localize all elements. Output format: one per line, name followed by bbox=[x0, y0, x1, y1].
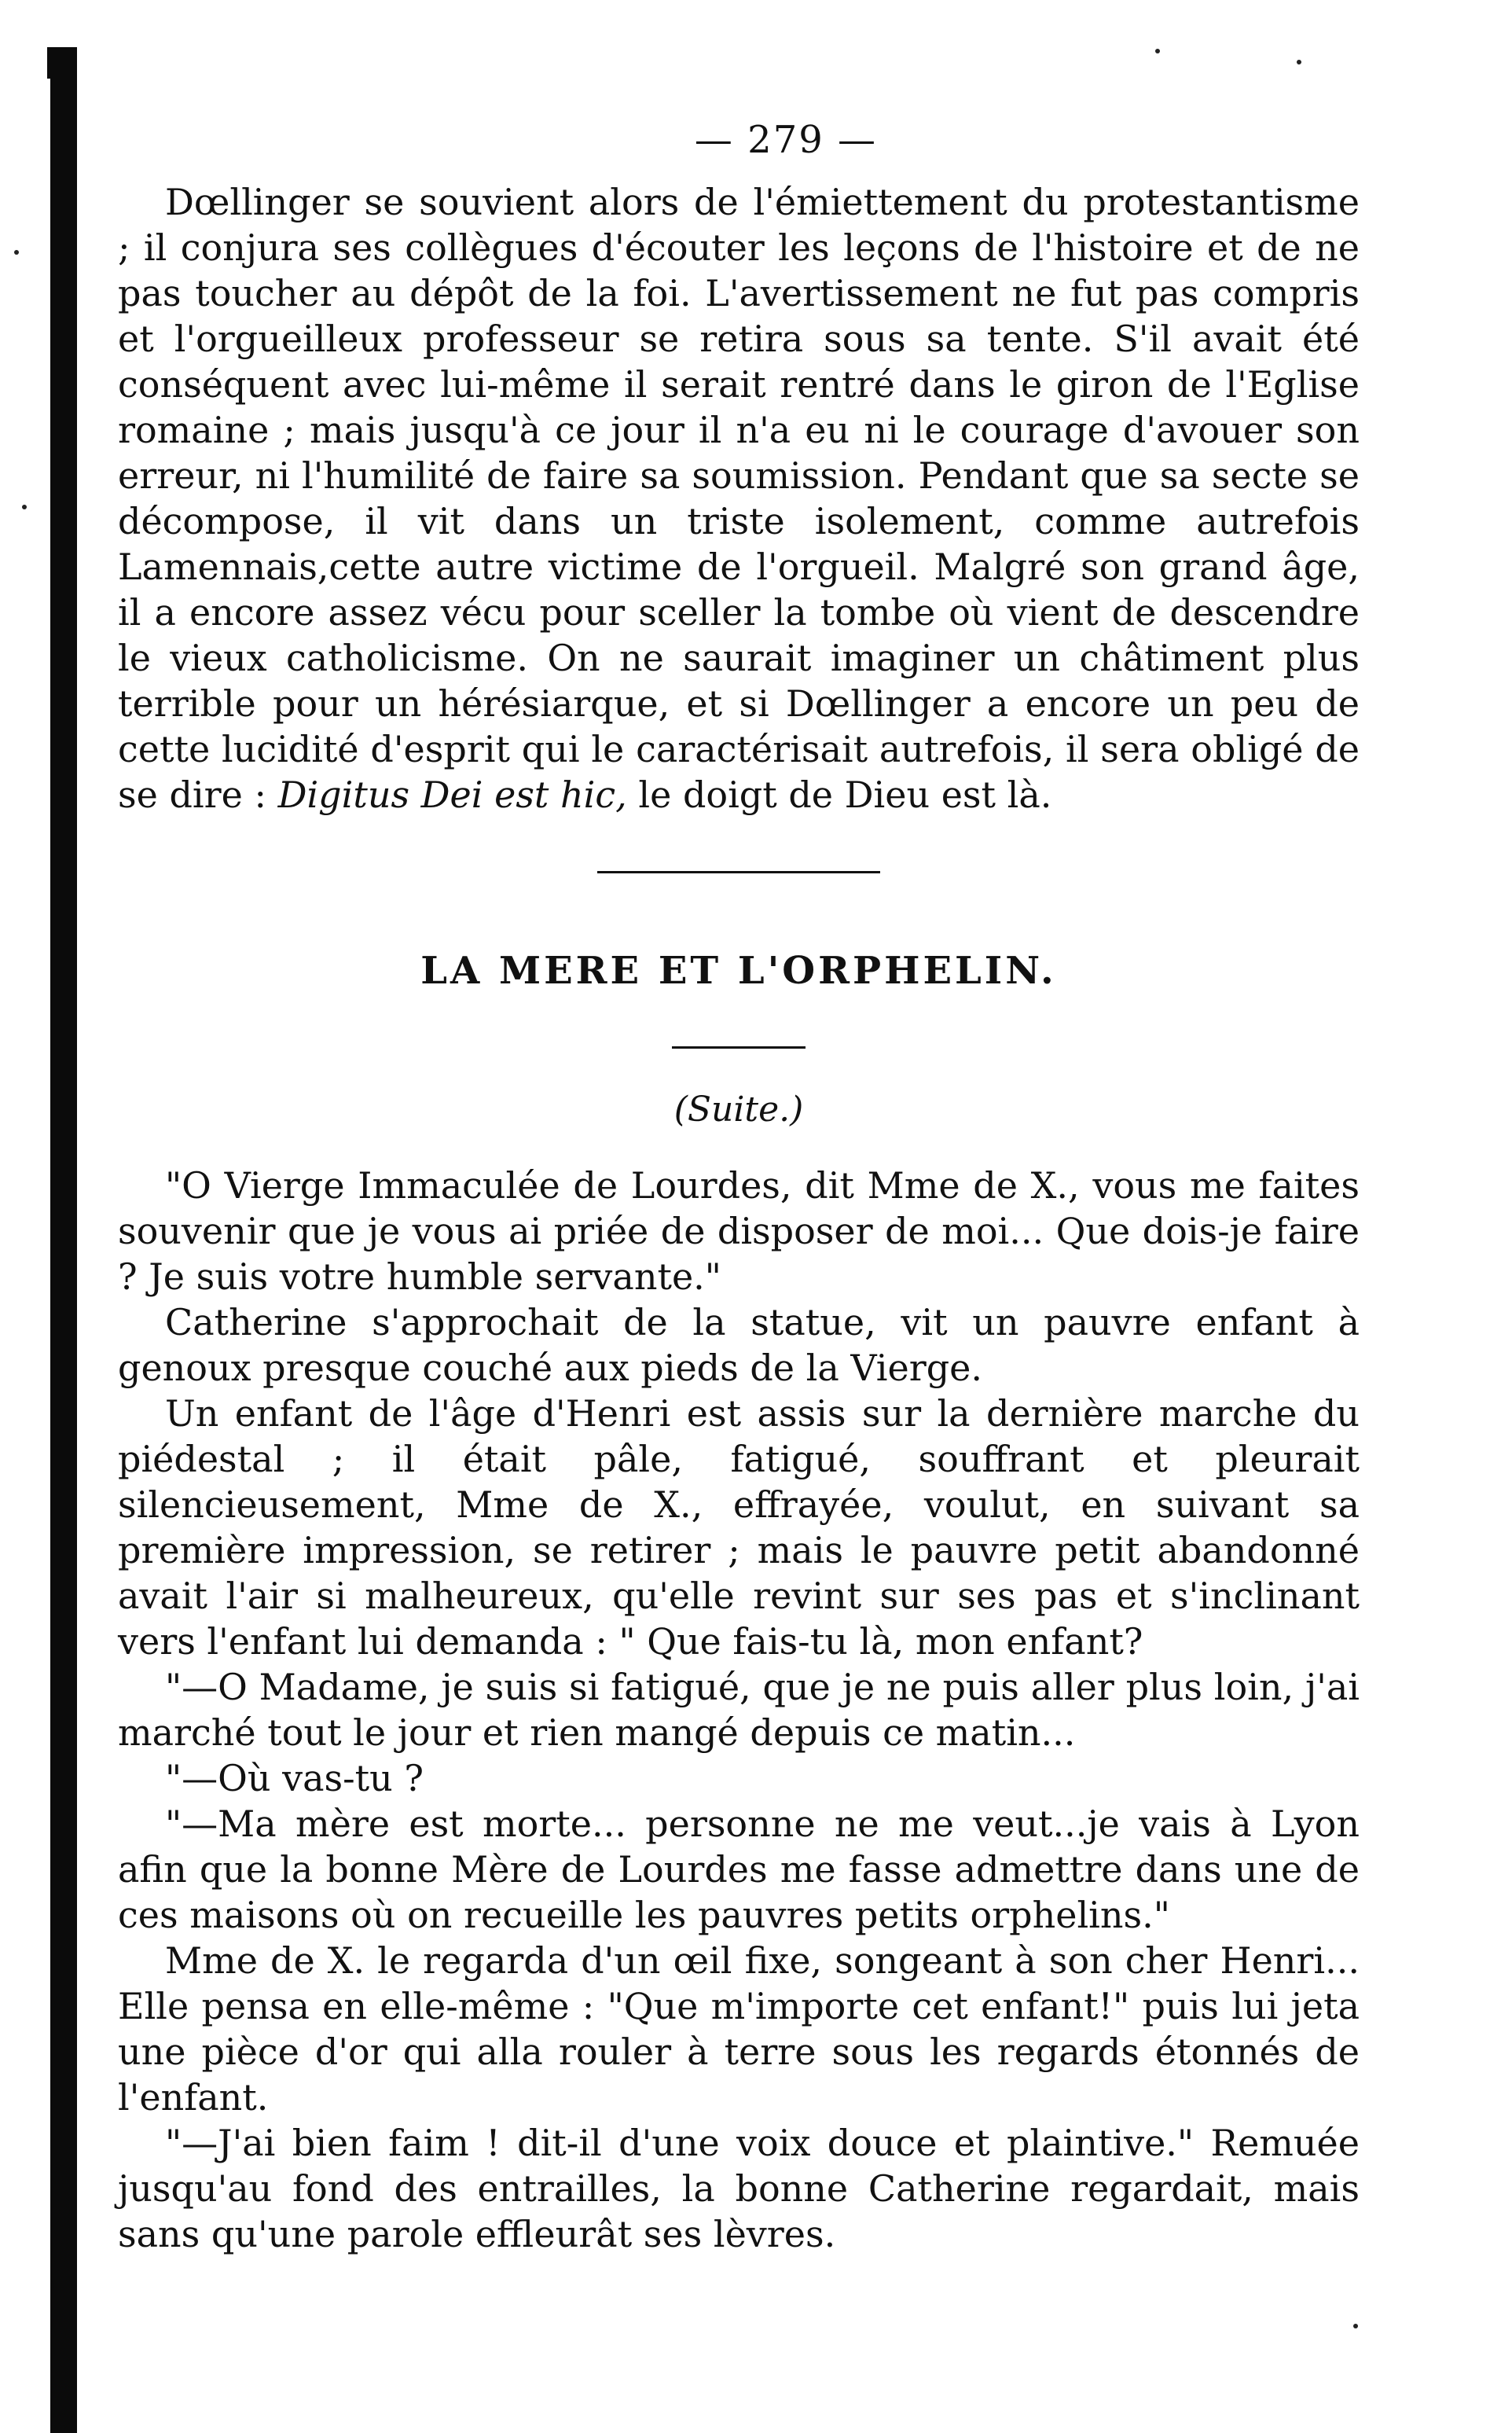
intro-paragraph bbox=[118, 179, 1360, 818]
speck bbox=[1353, 2324, 1358, 2328]
book-page bbox=[118, 118, 1360, 2257]
latin-quote: Digitus Dei est hic, bbox=[277, 774, 627, 816]
intro-text: Dœllinger se souvient alors de l'émiettement du protestantisme ; il conjura ses collègues d'écouter les leçons de l'histoire et de ne pas toucher au dépôt de la foi. L'avertissement ne fut pas compris et l'orgueilleux professeur se retira sous sa tente. S'il avait été conséquent avec lui-même il serait rentré dans le giron de l'Eglise romaine ; mais jusqu'à ce jour il n'a eu ni le courage d'avouer son erreur, ni l'humilité de faire sa soumission. Pendant que sa secte se décompose, il vit dans un triste isolement, comme autrefois Lamennais,cette autre victime de l'orgueil. Malgré son grand âge, il a encore assez vécu pour sceller la tombe où vient de descendre le vieux catholicisme. On ne saurait imaginer un châtiment plus terrible pour un hérésiarque, et si Dœllinger a encore un peu de cette lucidité d'esprit qui le caractérisait autrefois, il sera obligé de se dire : bbox=[118, 181, 1360, 816]
story-paragraph: Un enfant de l'âge d'Henri est assis sur la dernière marche du piédestal ; il était pâle, fatigué, souffrant et pleurait silencieusement, Mme de X., effrayée, voulut, en suivant sa première impression, se retirer ; mais le pauvre petit abandonné avait l'air si malheureux, qu'elle revint sur ses pas et s'inclinant vers l'enfant lui demanda : " Que fais-tu là, mon enfant? bbox=[118, 1392, 1360, 1663]
intro-tail: le doigt de Dieu est là. bbox=[638, 774, 1052, 816]
story-paragraph: "—J'ai bien faim ! dit-il d'une voix douce et plaintive." Remuée jusqu'au fond des entrailles, la bonne Catherine regardait, mais sans qu'une parole effleurât ses lèvres. bbox=[118, 2122, 1360, 2255]
speck bbox=[22, 505, 27, 509]
speck bbox=[1297, 60, 1301, 64]
section-title: LA MERE ET L'ORPHELIN. bbox=[420, 949, 1057, 993]
story-paragraph: "—Ma mère est morte... personne ne me veut...je vais à Lyon afin que la bonne Mère de Lourdes me fasse admettre dans une de ces maisons où on recueille les pauvres petits orphelins." bbox=[118, 1803, 1360, 1936]
story-paragraph: "—O Madame, je suis si fatigué, que je ne puis aller plus loin, j'ai marché tout le jour et rien mangé depuis ce matin... bbox=[118, 1666, 1360, 1754]
speck bbox=[1155, 49, 1160, 53]
page-number: — 279 — bbox=[694, 118, 878, 162]
subtitle: (Suite.) bbox=[673, 1090, 804, 1130]
story-paragraph: Catherine s'approchait de la statue, vit un pauvre enfant à genoux presque couché aux pieds de la Vierge. bbox=[118, 1301, 1360, 1389]
speck bbox=[14, 250, 19, 255]
story-paragraph: Mme de X. le regarda d'un œil fixe, songeant à son cher Henri... Elle pensa en elle-même : "Que m'importe cet enfant!" puis lui jeta une pièce d'or qui alla rouler à terre sous les regards étonnés de l'enfant. bbox=[118, 1939, 1360, 2119]
section-divider bbox=[597, 871, 880, 873]
binding-edge bbox=[50, 47, 77, 2433]
title-divider bbox=[672, 1046, 806, 1049]
story-paragraph: "O Vierge Immaculée de Lourdes, dit Mme de X., vous me faites souvenir que je vous ai priée de disposer de moi... Que dois-je faire ? Je suis votre humble servante." bbox=[118, 1164, 1360, 1298]
story-paragraph: "—Où vas-tu ? bbox=[165, 1757, 424, 1799]
